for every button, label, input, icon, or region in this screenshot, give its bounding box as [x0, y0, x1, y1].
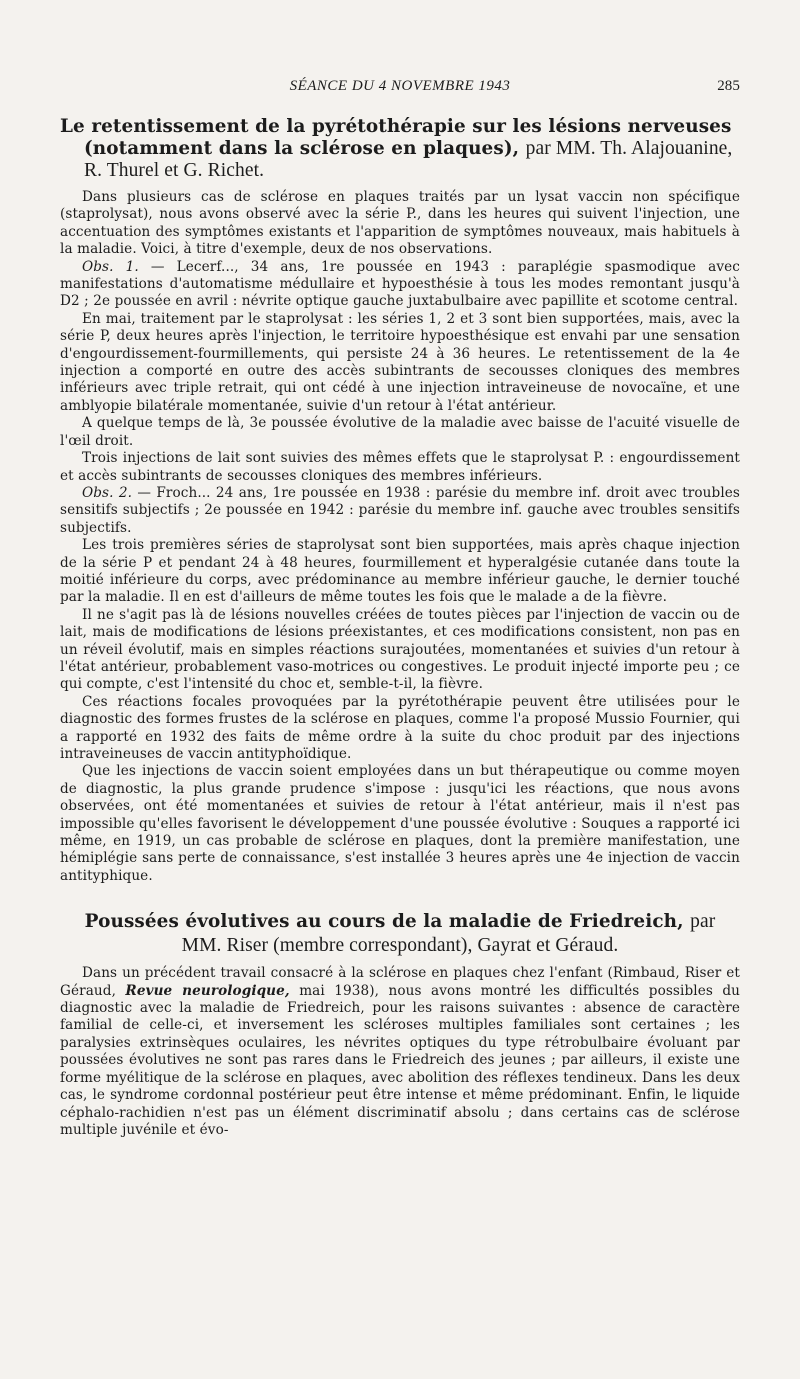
- article-authors-par: par: [690, 911, 716, 933]
- observation-label: Obs. 2.: [82, 484, 133, 501]
- paragraph: [60, 965, 740, 1139]
- article-authors: par MM. Th. Alajouanine, R. Thurel et G. Richet.: [84, 138, 733, 181]
- article-title: [60, 116, 740, 182]
- paragraph-text: Dans un précédent travail consacré à la sclérose en plaques chez l'enfant (Rimbaud, Riser et Géraud,: [60, 965, 740, 999]
- running-title: SÉANCE DU 4 NOVEMBRE 1943: [289, 78, 511, 94]
- paragraph: Trois injections de lait sont suivies des mêmes effets que le staprolysat P. : engourdissement et accès subintrants de secousses cloniques des membres inférieurs.: [60, 450, 740, 484]
- paragraph: Dans plusieurs cas de sclérose en plaques traités par un lysat vaccin non spécifique (staprolysat), nous avons observé avec la série P., dans les heures qui suivent l'injection, une accentuation des symptômes existants et l'apparition de symptômes nouveaux, mais habituels à la maladie. Voici, à titre d'exemple, deux de nos observations.: [60, 189, 740, 258]
- observation-text: — Froch... 24 ans, 1re poussée en 1938 : parésie du membre inf. droit avec troubles sensitifs subjectifs ; 2e poussée en 1942 : parésie du membre inf. gauche avec troubles sensitifs subjectifs.: [60, 484, 740, 536]
- document-page: [60, 78, 740, 1139]
- paragraph: Ces réactions focales provoquées par la pyrétothérapie peuvent être utilisées pour le diagnostic des formes frustes de la sclérose en plaques, comme l'a proposé Mussio Fournier, qui a rapporté en 1932 des faits de même ordre à la suite du choc produit par des injections intraveineuses de vaccin antityphoïdique.: [60, 693, 740, 762]
- paragraph: Les trois premières séries de staprolysat sont bien supportées, mais après chaque injection de la série P et pendant 24 à 48 heures, fourmillement et hyperalgésie cutanée dans toute la moitié inférieure du corps, avec prédominance au membre inférieur gauche, le dernier touché par la maladie. Il en est d'ailleurs de même toutes les fois que le malade a de la fièvre.: [60, 537, 740, 606]
- journal-name: Revue neurologique,: [125, 982, 290, 999]
- paragraph: Il ne s'agit pas là de lésions nouvelles créées de toutes pièces par l'injection de vaccin ou de lait, mais de modifications de lésions préexistantes, et ces modifications consistent, non pas en un réveil évolutif, mais en simples réactions surajoutées, momentanées et suivies d'un retour à l'état antérieur, probablement vaso-motrices ou congestives. Le produit injecté importe peu ; ce qui compte, c'est l'intensité du choc et, semble-t-il, la fièvre.: [60, 606, 740, 693]
- page-number: 285: [717, 78, 740, 94]
- paragraph-text: mai 1938), nous avons montré les difficultés possibles du diagnostic avec la maladie de Friedreich, pour les raisons suivantes : absence de caractère familial de celle-ci, et inversement les scléroses multiples familiales sont certaines ; les paralysies extrinsèques oculaires, les névrites optiques du type rétrobulbaire évoluant par poussées évolutives ne sont pas rares dans le Friedreich des jeunes ; par ailleurs, il existe une forme myélitique de la sclérose en plaques, avec abolition des réflexes tendineux. Dans les deux cas, le syndrome cordonnal postérieur peut être intense et même prédominant. Enfin, le liquide céphalo-rachidien n'est pas un élément discriminatif absolu ; dans certains cas de sclérose multiple juvénile et évo-: [60, 982, 741, 1138]
- article-title-text: Le retentissement de la pyrétothérapie sur les lésions nerveuses (notamment dans la sclérose en plaques),: [60, 116, 732, 159]
- article-authors: MM. Riser (membre correspondant), Gayrat et Géraud.: [181, 935, 619, 957]
- observation-text: — Lecerf..., 34 ans, 1re poussée en 1943 : paraplégie spasmodique avec manifestations d'automatisme médullaire et hypoesthésie à tous les modes remontant jusqu'à D2 ; 2e poussée en avril : névrite optique gauche juxtabulbaire avec papillite et scotome central.: [60, 258, 740, 310]
- paragraph: En mai, traitement par le staprolysat : les séries 1, 2 et 3 sont bien supportées, mais, avec la série P, deux heures après l'injection, le territoire hypoesthésique est envahi par une sensation d'engourdissement-fourmillements, qui persiste 24 à 36 heures. Le retentissement de la 4e injection a comporté en outre des accès subintrants de secousses cloniques des membres inférieurs avec triple retrait, qui ont cédé à une injection intraveineuse de novocaïne, et une amblyopie bilatérale momentanée, suivie d'un retour à l'état antérieur.: [60, 310, 740, 414]
- article-title-text: Poussées évolutives au cours de la maladie de Friedreich,: [84, 911, 684, 933]
- paragraph: A quelque temps de là, 3e poussée évolutive de la maladie avec baisse de l'acuité visuelle de l'œil droit.: [60, 415, 740, 449]
- running-header: [60, 78, 740, 98]
- observation-2: [60, 485, 740, 537]
- observation-1: [60, 259, 740, 311]
- observation-label: Obs. 1.: [82, 258, 139, 275]
- paragraph: Que les injections de vaccin soient employées dans un but thérapeutique ou comme moyen de diagnostic, la plus grande prudence s'impose : jusqu'ici les réactions, que nous avons observées, ont été momentanées et suivies de retour à l'état antérieur, mais il n'est pas impossible qu'elles favorisent le développement d'une poussée évolutive : Souques a rapporté ici même, en 1919, un cas probable de sclérose en plaques, dont la première manifestation, une hémiplégie sans perte de connaissance, s'est installée 3 heures après une 4e injection de vaccin antityphique.: [60, 763, 740, 884]
- article-title-2: [60, 911, 740, 957]
- section-spacer: [60, 885, 740, 911]
